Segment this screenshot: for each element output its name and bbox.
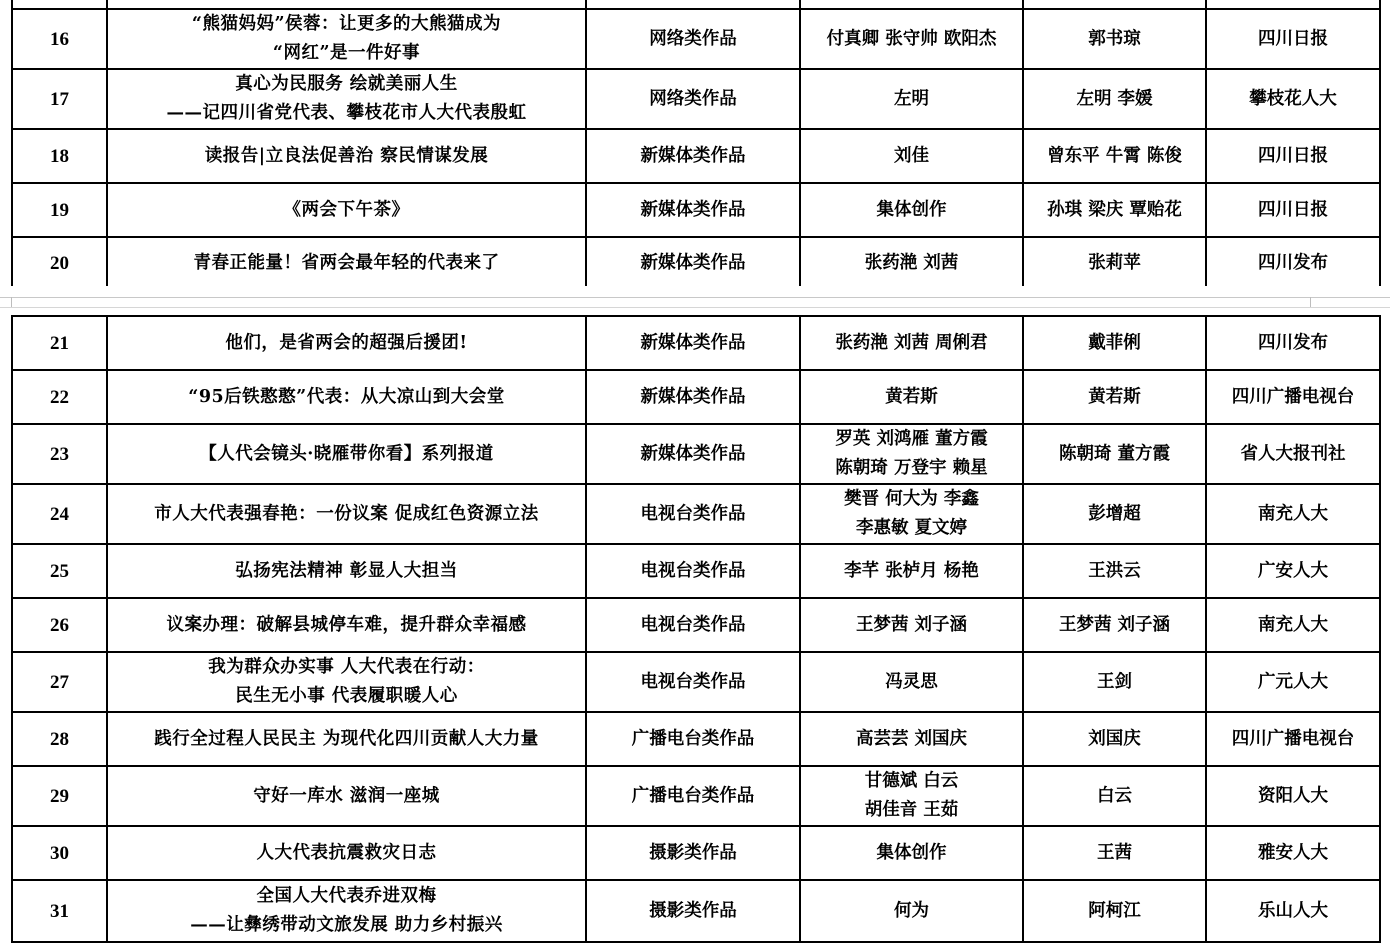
- entry-category-cell: 电视台类作品: [586, 544, 800, 598]
- entry-authors-line: 张药滟 刘茜: [864, 252, 959, 273]
- entry-number-cell: [12, 0, 107, 9]
- entry-category-cell: 新媒体类作品: [586, 370, 800, 424]
- entry-title-line: 议案办理：破解县城停车难，提升群众幸福感: [166, 614, 527, 635]
- entry-title-line: 《两会下午茶》: [283, 199, 410, 220]
- entry-authors-line: 李芊 张栌月 杨艳: [844, 560, 979, 581]
- entry-title-line: “网红”是一件好事: [272, 43, 421, 63]
- entry-title-cell: [107, 129, 586, 183]
- awards-table-page-top: [11, 0, 1381, 290]
- entry-number-cell: 25: [12, 544, 107, 598]
- entry-title-cell: [107, 69, 586, 129]
- entry-editors-cell: 王茜: [1023, 826, 1206, 880]
- entry-category-cell: 网络类作品: [586, 9, 800, 69]
- entry-category-cell: 新媒体类作品: [586, 316, 800, 370]
- table-row: [12, 0, 1380, 9]
- entry-title-cell: [107, 652, 586, 712]
- entry-authors-cell: [800, 237, 1023, 289]
- entry-unit-cell: 南充人大: [1206, 484, 1380, 544]
- entry-title-line: 民生无小事 代表履职暖人心: [235, 686, 458, 706]
- table-row: [12, 424, 1380, 484]
- entry-title-line: 【人代会镜头·晓雁带你看】系列报道: [199, 443, 494, 464]
- entry-title-line: 他们，是省两会的超强后援团!: [225, 332, 468, 353]
- entry-authors-cell: [800, 544, 1023, 598]
- table-row: [12, 598, 1380, 652]
- entry-category-cell: 电视台类作品: [586, 652, 800, 712]
- entry-editors-cell: 白云: [1023, 766, 1206, 826]
- entry-title-line: 我为群众办实事 人大代表在行动：: [208, 657, 485, 677]
- entry-title-line: 市人大代表强春艳：一份议案 促成红色资源立法: [154, 503, 539, 524]
- table-row: [12, 712, 1380, 766]
- entry-authors-line: 集体创作: [876, 842, 947, 863]
- entry-authors-line: 黄若斯: [885, 386, 938, 407]
- entry-category-cell: 广播电台类作品: [586, 766, 800, 826]
- entry-editors-cell: 陈朝琦 董方霞: [1023, 424, 1206, 484]
- entry-authors-cell: [800, 316, 1023, 370]
- entry-category-cell: 新媒体类作品: [586, 183, 800, 237]
- page-edge-line: [0, 297, 1390, 298]
- entry-title-line: 真心为民服务 绘就美丽人生: [235, 74, 458, 94]
- entry-number-cell: 20: [12, 237, 107, 289]
- entry-editors-cell: 戴菲俐: [1023, 316, 1206, 370]
- entry-title-cell: [107, 316, 586, 370]
- page-corner-mark: [0, 297, 12, 307]
- entry-authors-line: 付真卿 张守帅 欧阳杰: [826, 28, 997, 49]
- entry-title-cell: [107, 9, 586, 69]
- entry-category-cell: [586, 0, 800, 9]
- entry-authors-cell: [800, 766, 1023, 826]
- entry-category-cell: 新媒体类作品: [586, 237, 800, 289]
- entry-title-line: 全国人大代表乔进双梅: [256, 886, 437, 906]
- entry-authors-cell: [800, 69, 1023, 129]
- entry-authors-line: 张药滟 刘茜 周俐君: [835, 332, 988, 353]
- entry-title-line: 青春正能量！省两会最年轻的代表来了: [193, 252, 500, 273]
- entry-authors-cell: [800, 424, 1023, 484]
- entry-title-cell: [107, 183, 586, 237]
- entry-number-cell: 16: [12, 9, 107, 69]
- awards-table-page-bottom: [11, 315, 1381, 943]
- entry-title-cell: [107, 237, 586, 289]
- entry-editors-cell: 王梦茜 刘子涵: [1023, 598, 1206, 652]
- entry-unit-cell: 四川广播电视台: [1206, 370, 1380, 424]
- entry-authors-line: 王梦茜 刘子涵: [855, 614, 968, 635]
- entry-editors-cell: 王剑: [1023, 652, 1206, 712]
- entry-title-cell: [107, 766, 586, 826]
- table-row: [12, 484, 1380, 544]
- table-row: [12, 652, 1380, 712]
- entry-editors-cell: 刘国庆: [1023, 712, 1206, 766]
- table-row: [12, 237, 1380, 289]
- entry-number-cell: 29: [12, 766, 107, 826]
- entry-title-cell: [107, 484, 586, 544]
- entry-editors-cell: 王洪云: [1023, 544, 1206, 598]
- entry-authors-line: 集体创作: [876, 199, 947, 220]
- page-edge-line: [0, 307, 1390, 308]
- entry-authors-cell: [800, 370, 1023, 424]
- table-row: [12, 766, 1380, 826]
- entry-authors-cell: [800, 598, 1023, 652]
- entry-category-cell: 摄影类作品: [586, 880, 800, 942]
- entry-editors-cell: [1023, 0, 1206, 9]
- entry-unit-cell: 乐山人大: [1206, 880, 1380, 942]
- entry-unit-cell: [1206, 0, 1380, 9]
- entry-authors-cell: [800, 0, 1023, 9]
- entry-editors-cell: 曾东平 牛霄 陈俊: [1023, 129, 1206, 183]
- entry-category-cell: 摄影类作品: [586, 826, 800, 880]
- entry-number-cell: 17: [12, 69, 107, 129]
- entry-unit-cell: 四川日报: [1206, 129, 1380, 183]
- entry-authors-line: 胡佳音 王茹: [864, 800, 959, 820]
- entry-authors-line: 冯灵思: [885, 671, 938, 692]
- table-row: [12, 183, 1380, 237]
- entry-category-cell: 新媒体类作品: [586, 129, 800, 183]
- entry-authors-cell: [800, 484, 1023, 544]
- entry-editors-cell: 左明 李媛: [1023, 69, 1206, 129]
- entry-authors-line: 左明: [894, 88, 929, 109]
- entry-number-cell: 22: [12, 370, 107, 424]
- entry-number-cell: 19: [12, 183, 107, 237]
- entry-authors-cell: [800, 652, 1023, 712]
- entry-title-cell: [107, 598, 586, 652]
- table-row: [12, 370, 1380, 424]
- entry-unit-cell: 四川广播电视台: [1206, 712, 1380, 766]
- entry-title-cell: [107, 370, 586, 424]
- table-row: [12, 129, 1380, 183]
- table-row: [12, 826, 1380, 880]
- entry-authors-cell: [800, 826, 1023, 880]
- entry-number-cell: 26: [12, 598, 107, 652]
- entry-authors-line: 刘佳: [894, 145, 929, 166]
- entry-authors-line: 陈朝琦 万登宇 赖星: [835, 458, 988, 478]
- entry-title-cell: [107, 0, 586, 9]
- page-corner-mark: [1310, 297, 1381, 307]
- entry-title-line: “95后铁憨憨”代表：从大凉山到大会堂: [188, 386, 505, 407]
- entry-unit-cell: 南充人大: [1206, 598, 1380, 652]
- entry-authors-line: 李惠敏 夏文婷: [855, 518, 968, 538]
- entry-category-cell: 新媒体类作品: [586, 424, 800, 484]
- entry-authors-line: 高芸芸 刘国庆: [855, 728, 968, 749]
- entry-title-cell: [107, 826, 586, 880]
- entry-unit-cell: 广元人大: [1206, 652, 1380, 712]
- entry-unit-cell: 四川发布: [1206, 316, 1380, 370]
- entry-title-cell: [107, 880, 586, 942]
- entry-title-line: “熊猫妈妈”侯蓉：让更多的大熊猫成为: [191, 14, 502, 34]
- entry-category-cell: 广播电台类作品: [586, 712, 800, 766]
- entry-unit-cell: 四川日报: [1206, 9, 1380, 69]
- entry-title-cell: [107, 712, 586, 766]
- entry-title-line: 读报告|立良法促善治 察民情谋发展: [204, 145, 489, 166]
- entry-unit-cell: 四川发布: [1206, 237, 1380, 289]
- entry-number-cell: 18: [12, 129, 107, 183]
- entry-editors-cell: 孙琪 梁庆 覃贻花: [1023, 183, 1206, 237]
- entry-authors-cell: [800, 9, 1023, 69]
- entry-number-cell: 23: [12, 424, 107, 484]
- entry-authors-cell: [800, 880, 1023, 942]
- entry-category-cell: 电视台类作品: [586, 484, 800, 544]
- entry-editors-cell: 阿柯江: [1023, 880, 1206, 942]
- entry-unit-cell: 广安人大: [1206, 544, 1380, 598]
- entry-number-cell: 21: [12, 316, 107, 370]
- entry-title-line: 人大代表抗震救灾日志: [256, 842, 437, 863]
- table-row: [12, 69, 1380, 129]
- entry-authors-line: 甘德斌 白云: [864, 771, 959, 791]
- entry-category-cell: 电视台类作品: [586, 598, 800, 652]
- entry-title-line: 践行全过程人民民主 为现代化四川贡献人大力量: [154, 728, 539, 749]
- entry-authors-line: 樊晋 何大为 李鑫: [844, 489, 979, 509]
- entry-editors-cell: 郭书琼: [1023, 9, 1206, 69]
- entry-title-line: 弘扬宪法精神 彰显人大担当: [235, 560, 458, 581]
- entry-unit-cell: 攀枝花人大: [1206, 69, 1380, 129]
- entry-authors-line: 何为: [894, 900, 929, 921]
- entry-unit-cell: 雅安人大: [1206, 826, 1380, 880]
- entry-title-cell: [107, 544, 586, 598]
- entry-number-cell: 30: [12, 826, 107, 880]
- entry-editors-cell: 黄若斯: [1023, 370, 1206, 424]
- entry-number-cell: 27: [12, 652, 107, 712]
- entry-title-line: ——让彝绣带动文旅发展 助力乡村振兴: [190, 915, 503, 935]
- entry-authors-cell: [800, 129, 1023, 183]
- entry-category-cell: 网络类作品: [586, 69, 800, 129]
- entry-editors-cell: 张莉苹: [1023, 237, 1206, 289]
- table-row: [12, 9, 1380, 69]
- entry-unit-cell: 省人大报刊社: [1206, 424, 1380, 484]
- entry-number-cell: 31: [12, 880, 107, 942]
- table-row: [12, 880, 1380, 942]
- entry-number-cell: 24: [12, 484, 107, 544]
- table-row: [12, 316, 1380, 370]
- entry-title-line: 守好一库水 滋润一座城: [253, 785, 440, 806]
- entry-unit-cell: 资阳人大: [1206, 766, 1380, 826]
- entry-number-cell: 28: [12, 712, 107, 766]
- page-break: [0, 286, 1390, 314]
- entry-title-cell: [107, 424, 586, 484]
- entry-unit-cell: 四川日报: [1206, 183, 1380, 237]
- entry-editors-cell: 彭增超: [1023, 484, 1206, 544]
- table-row: [12, 544, 1380, 598]
- entry-title-line: ——记四川省党代表、攀枝花市人大代表殷虹: [166, 103, 527, 123]
- entry-authors-cell: [800, 183, 1023, 237]
- entry-authors-cell: [800, 712, 1023, 766]
- entry-authors-line: 罗英 刘鸿雁 董方霞: [835, 429, 988, 449]
